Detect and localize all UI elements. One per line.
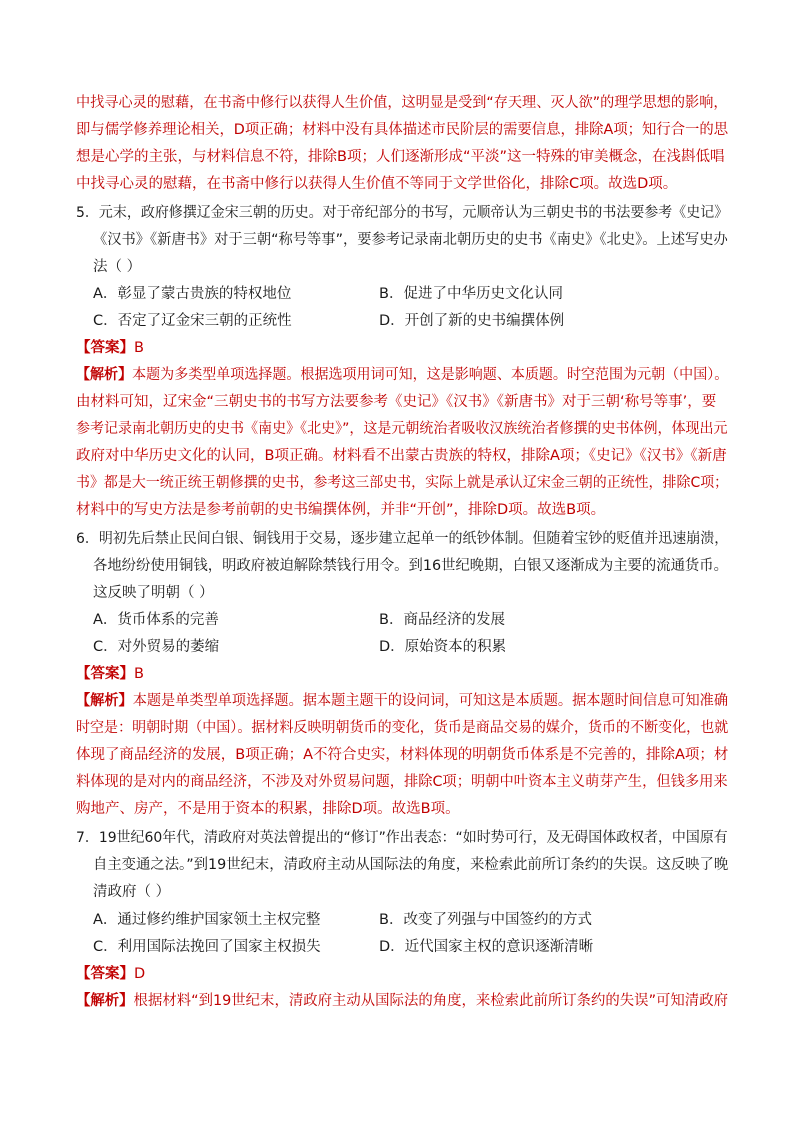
q6-analysis-line: 料体现的是对内的商品经济，不涉及对外贸易问题，排除C项；明朝中叶资本主义萌芽产生，但钱多用来 <box>76 774 728 790</box>
q5-option-c: C．否定了辽金宋三朝的正统性 <box>93 313 292 329</box>
q5-analysis-line: 政府对中华历史文化的认同，B项正确。材料看不出蒙古贵族的特权，排除A项；《史记》《汉书》《新唐 <box>76 448 727 464</box>
q6-analysis-line: 时空是：明朝时期（中国）。据材料反映明朝货币的变化，货币是商品交易的媒介，货币的不断变化，也就 <box>76 720 729 736</box>
q5-stem-line: 5．元末，政府修撰辽金宋三朝的历史。对于帝纪部分的书写，元顺帝认为三朝史书的书法要参考《史记》 <box>76 205 729 221</box>
q6-analysis-line: 体现了商品经济的发展，B项正确；A不符合史实，材料体现的明朝货币体系是不完善的，排除A项；材 <box>76 747 729 763</box>
answer-value: B <box>134 340 144 356</box>
q5-stem-line: 《汉书》《新唐书》对于三朝“称号等事”，要参考记录南北朝历史的史书《南史》《北史》。上述写史办 <box>93 232 728 248</box>
q6-stem-line: 这反映了明朝（ ） <box>93 585 214 601</box>
analysis-text: 本题为多类型单项选择题。根据选项用词可知，这是影响题、本质题。时空范围为元朝（中国）。 <box>132 367 729 383</box>
q7-answer <box>76 964 145 984</box>
q5-option-a: A．彰显了蒙古贵族的特权地位 <box>93 286 292 302</box>
q5-analysis-line: 由材料可知，辽宋金“三朝史书的书写方法要参考《史记》《汉书》《新唐书》对于三朝‘称号等事’，要 <box>76 394 717 410</box>
q7-option-b: B．改变了列强与中国签约的方式 <box>379 912 592 928</box>
answer-label: 【答案】 <box>76 340 134 356</box>
q6-stem-line: 6．明初先后禁止民间白银、铜钱用于交易，逐步建立起单一的纸钞体制。但随着宝钞的贬值并迅速崩溃， <box>76 531 729 547</box>
prev-analysis-line: 中找寻心灵的慰藉，在书斋中修行以获得人生价值不等同于文学世俗化，排除C项。故选D项。 <box>76 176 678 192</box>
q5-analysis-line: 材料中的写史方法是参考前朝的史书编撰体例，并非“开创”，排除D项。故选B项。 <box>76 502 606 518</box>
q6-answer <box>76 664 144 684</box>
analysis-label: 【解析】 <box>76 693 133 709</box>
analysis-text: 本题是单类型单项选择题。据本题主题干的设问词，可知这是本质题。据本题时间信息可知准确 <box>132 693 728 709</box>
analysis-label: 【解析】 <box>76 367 133 383</box>
q6-stem-line: 各地纷纷使用铜钱，明政府被迫解除禁钱行用令。到16世纪晚期，白银又逐渐成为主要的流通货币。 <box>93 558 728 574</box>
q7-option-a: A．通过修约维护国家领土主权完整 <box>93 912 321 928</box>
q5-analysis-first <box>76 365 728 385</box>
analysis-label: 【解析】 <box>76 993 134 1009</box>
answer-value: D <box>134 966 146 982</box>
q6-option-d: D．原始资本的积累 <box>379 639 507 655</box>
q6-option-a: A．货币体系的完善 <box>93 612 219 628</box>
q7-stem-line: 7．19世纪60年代，清政府对英法曾提出的“修订”作出表态：“如时势可行，及无碍国体政权者，中国原有 <box>76 830 728 846</box>
answer-label: 【答案】 <box>76 666 134 682</box>
q5-analysis-line: 参考记录南北朝历史的史书《南史》《北史》”，这是元朝统治者吸收汉族统治者修撰的史书体例，体现出元 <box>76 421 728 437</box>
q5-stem-line: 法（ ） <box>93 259 142 275</box>
answer-value: B <box>134 666 144 682</box>
q6-analysis-line: 购地产、房产，不是用于资本的积累，排除D项。故选B项。 <box>76 801 460 817</box>
q6-analysis-first <box>76 691 728 711</box>
q5-answer <box>76 338 144 358</box>
q7-option-d: D．近代国家主权的意识逐渐清晰 <box>379 939 594 955</box>
q7-stem-line: 清政府（ ） <box>93 884 171 900</box>
q5-analysis-line: 书》都是大一统正统王朝修撰的史书，参考这三部史书，实际上就是承认辽宋金三朝的正统性，排除C项； <box>76 475 729 491</box>
prev-analysis-line: 即与儒学修养理论相关，D项正确；材料中没有具体描述市民阶层的需要信息，排除A项；知行合一的思 <box>76 122 729 138</box>
q6-option-b: B．商品经济的发展 <box>379 612 505 628</box>
q7-option-c: C．利用国际法挽回了国家主权损失 <box>93 939 321 955</box>
analysis-text: 根据材料“到19世纪末，清政府主动从国际法的角度，来检索此前所订条约的失误”可知清政府 <box>133 993 728 1009</box>
q6-option-c: C．对外贸易的萎缩 <box>93 639 220 655</box>
answer-label: 【答案】 <box>76 966 134 982</box>
q7-stem-line: 自主变通之法。”到19世纪末，清政府主动从国际法的角度，来检索此前所订条约的失误。这反映了晚 <box>93 857 729 873</box>
prev-analysis-line: 中找寻心灵的慰藉，在书斋中修行以获得人生价值，这明显是受到“存天理、灭人欲”的理学思想的影响， <box>76 95 728 111</box>
q7-analysis-first <box>76 991 728 1011</box>
q5-option-d: D．开创了新的史书编撰体例 <box>379 313 565 329</box>
q5-option-b: B．促进了中华历史文化认同 <box>379 286 563 302</box>
prev-analysis-line: 想是心学的主张，与材料信息不符，排除B项；人们逐渐形成“平淡”这一特殊的审美概念，在浅斟低唱 <box>76 149 725 165</box>
